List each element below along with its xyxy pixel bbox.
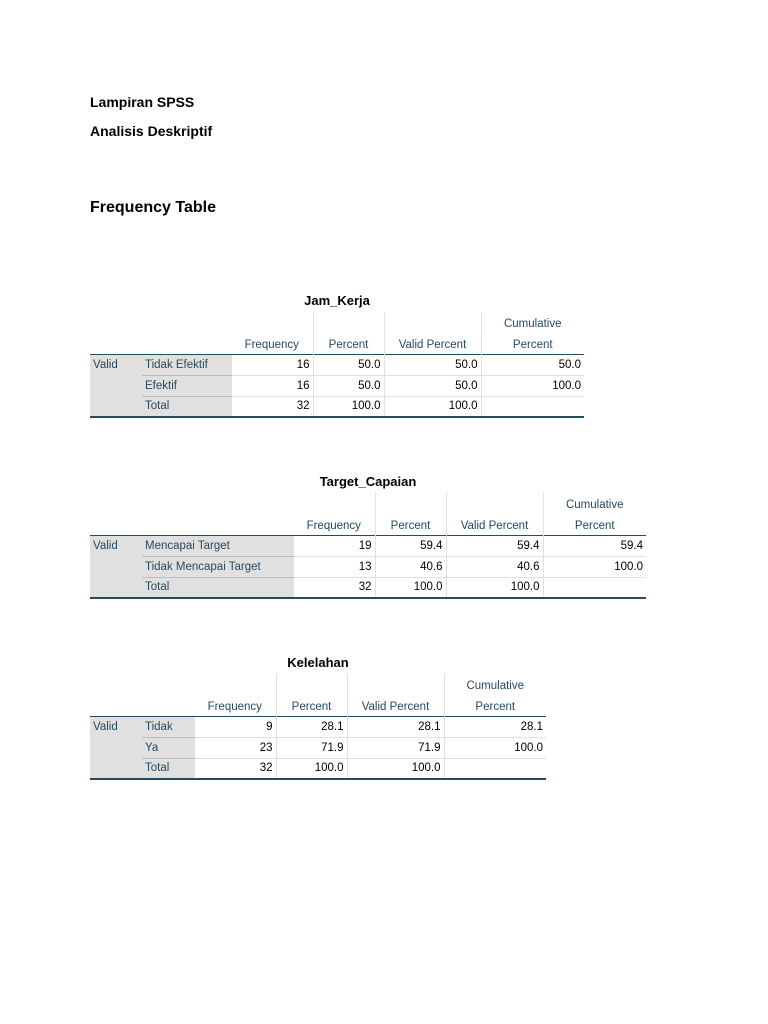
cell-frequency: 16 bbox=[231, 375, 313, 396]
row-group-label: Valid bbox=[90, 716, 142, 737]
header-row-2 bbox=[90, 514, 646, 535]
cell-percent: 50.0 bbox=[313, 354, 384, 375]
table-row-total bbox=[90, 396, 584, 417]
cell-percent: 28.1 bbox=[276, 716, 347, 737]
col-header-frequency: Frequency bbox=[244, 338, 299, 351]
header-row-2 bbox=[90, 333, 584, 354]
cell-frequency: 32 bbox=[194, 758, 276, 779]
cell-valid-percent: 71.9 bbox=[347, 737, 444, 758]
cell-percent: 100.0 bbox=[276, 758, 347, 779]
table-row bbox=[90, 737, 546, 758]
cell-percent: 71.9 bbox=[276, 737, 347, 758]
table-row-total bbox=[90, 758, 546, 779]
cell-cumulative: 100.0 bbox=[444, 737, 546, 758]
table-row bbox=[90, 375, 584, 396]
cell-valid-percent: 100.0 bbox=[446, 577, 543, 598]
row-label: Tidak Efektif bbox=[142, 354, 231, 375]
col-header-valid-percent: Valid Percent bbox=[446, 514, 543, 535]
table-caption: Jam_Kerja bbox=[304, 293, 370, 308]
col-header-cumulative-top: Cumulative bbox=[481, 312, 584, 333]
cell-valid-percent: 59.4 bbox=[446, 535, 543, 556]
col-header-cumulative-bottom: Percent bbox=[444, 695, 546, 716]
row-group-label: Valid bbox=[90, 354, 142, 375]
cell-percent: 40.6 bbox=[375, 556, 446, 577]
cell-valid-percent: 50.0 bbox=[384, 354, 481, 375]
cell-valid-percent: 50.0 bbox=[384, 375, 481, 396]
cell-frequency: 13 bbox=[293, 556, 375, 577]
table-grid bbox=[90, 312, 584, 418]
cell-frequency: 32 bbox=[231, 396, 313, 417]
table-caption: Kelelahan bbox=[287, 655, 349, 670]
table-row bbox=[90, 535, 646, 556]
col-header-percent: Percent bbox=[276, 695, 347, 716]
cell-cumulative: 100.0 bbox=[481, 375, 584, 396]
cell-valid-percent: 100.0 bbox=[347, 758, 444, 779]
cell-percent: 100.0 bbox=[375, 577, 446, 598]
col-header-valid-percent: Valid Percent bbox=[384, 333, 481, 354]
cell-frequency: 19 bbox=[293, 535, 375, 556]
col-header-cumulative-bottom: Percent bbox=[481, 333, 584, 354]
row-label: Tidak bbox=[142, 716, 194, 737]
row-label: Total bbox=[142, 577, 293, 598]
table-row-total bbox=[90, 577, 646, 598]
row-label: Efektif bbox=[142, 375, 231, 396]
frequency-table-kelelahan bbox=[90, 654, 546, 780]
row-label: Mencapai Target bbox=[142, 535, 293, 556]
table-grid bbox=[90, 493, 646, 599]
cell-cumulative: 28.1 bbox=[444, 716, 546, 737]
cell-cumulative bbox=[543, 577, 646, 598]
table-caption: Target_Capaian bbox=[319, 474, 417, 489]
cell-frequency: 32 bbox=[293, 577, 375, 598]
cell-cumulative bbox=[481, 396, 584, 417]
cell-frequency: 9 bbox=[194, 716, 276, 737]
document-subtitle: Analisis Deskriptif bbox=[90, 123, 213, 139]
row-label: Tidak Mencapai Target bbox=[142, 556, 293, 577]
cell-percent: 100.0 bbox=[313, 396, 384, 417]
row-label: Ya bbox=[142, 737, 194, 758]
cell-cumulative: 100.0 bbox=[543, 556, 646, 577]
cell-cumulative: 59.4 bbox=[543, 535, 646, 556]
col-header-percent: Percent bbox=[375, 514, 446, 535]
row-group-label: Valid bbox=[90, 535, 142, 556]
cell-cumulative: 50.0 bbox=[481, 354, 584, 375]
cell-frequency: 16 bbox=[231, 354, 313, 375]
col-header-cumulative-top: Cumulative bbox=[444, 674, 546, 695]
col-header-percent: Percent bbox=[313, 333, 384, 354]
document-title: Lampiran SPSS bbox=[90, 94, 195, 110]
row-label: Total bbox=[142, 758, 194, 779]
cell-percent: 59.4 bbox=[375, 535, 446, 556]
cell-percent: 50.0 bbox=[313, 375, 384, 396]
section-heading: Frequency Table bbox=[90, 199, 216, 216]
col-header-cumulative-bottom: Percent bbox=[543, 514, 646, 535]
table-row bbox=[90, 354, 584, 375]
header-row-1 bbox=[90, 674, 546, 695]
table-row bbox=[90, 556, 646, 577]
table-grid bbox=[90, 674, 546, 780]
frequency-table-jam-kerja bbox=[90, 292, 584, 418]
row-label: Total bbox=[142, 396, 231, 417]
cell-cumulative bbox=[444, 758, 546, 779]
col-header-valid-percent: Valid Percent bbox=[347, 695, 444, 716]
cell-valid-percent: 100.0 bbox=[384, 396, 481, 417]
col-header-frequency: Frequency bbox=[207, 700, 262, 713]
header-row-2 bbox=[90, 695, 546, 716]
header-row-1 bbox=[90, 312, 584, 333]
cell-frequency: 23 bbox=[194, 737, 276, 758]
col-header-cumulative-top: Cumulative bbox=[543, 493, 646, 514]
table-row bbox=[90, 716, 546, 737]
cell-valid-percent: 28.1 bbox=[347, 716, 444, 737]
cell-valid-percent: 40.6 bbox=[446, 556, 543, 577]
col-header-frequency: Frequency bbox=[306, 519, 361, 532]
frequency-table-target-capaian bbox=[90, 473, 646, 599]
header-row-1 bbox=[90, 493, 646, 514]
